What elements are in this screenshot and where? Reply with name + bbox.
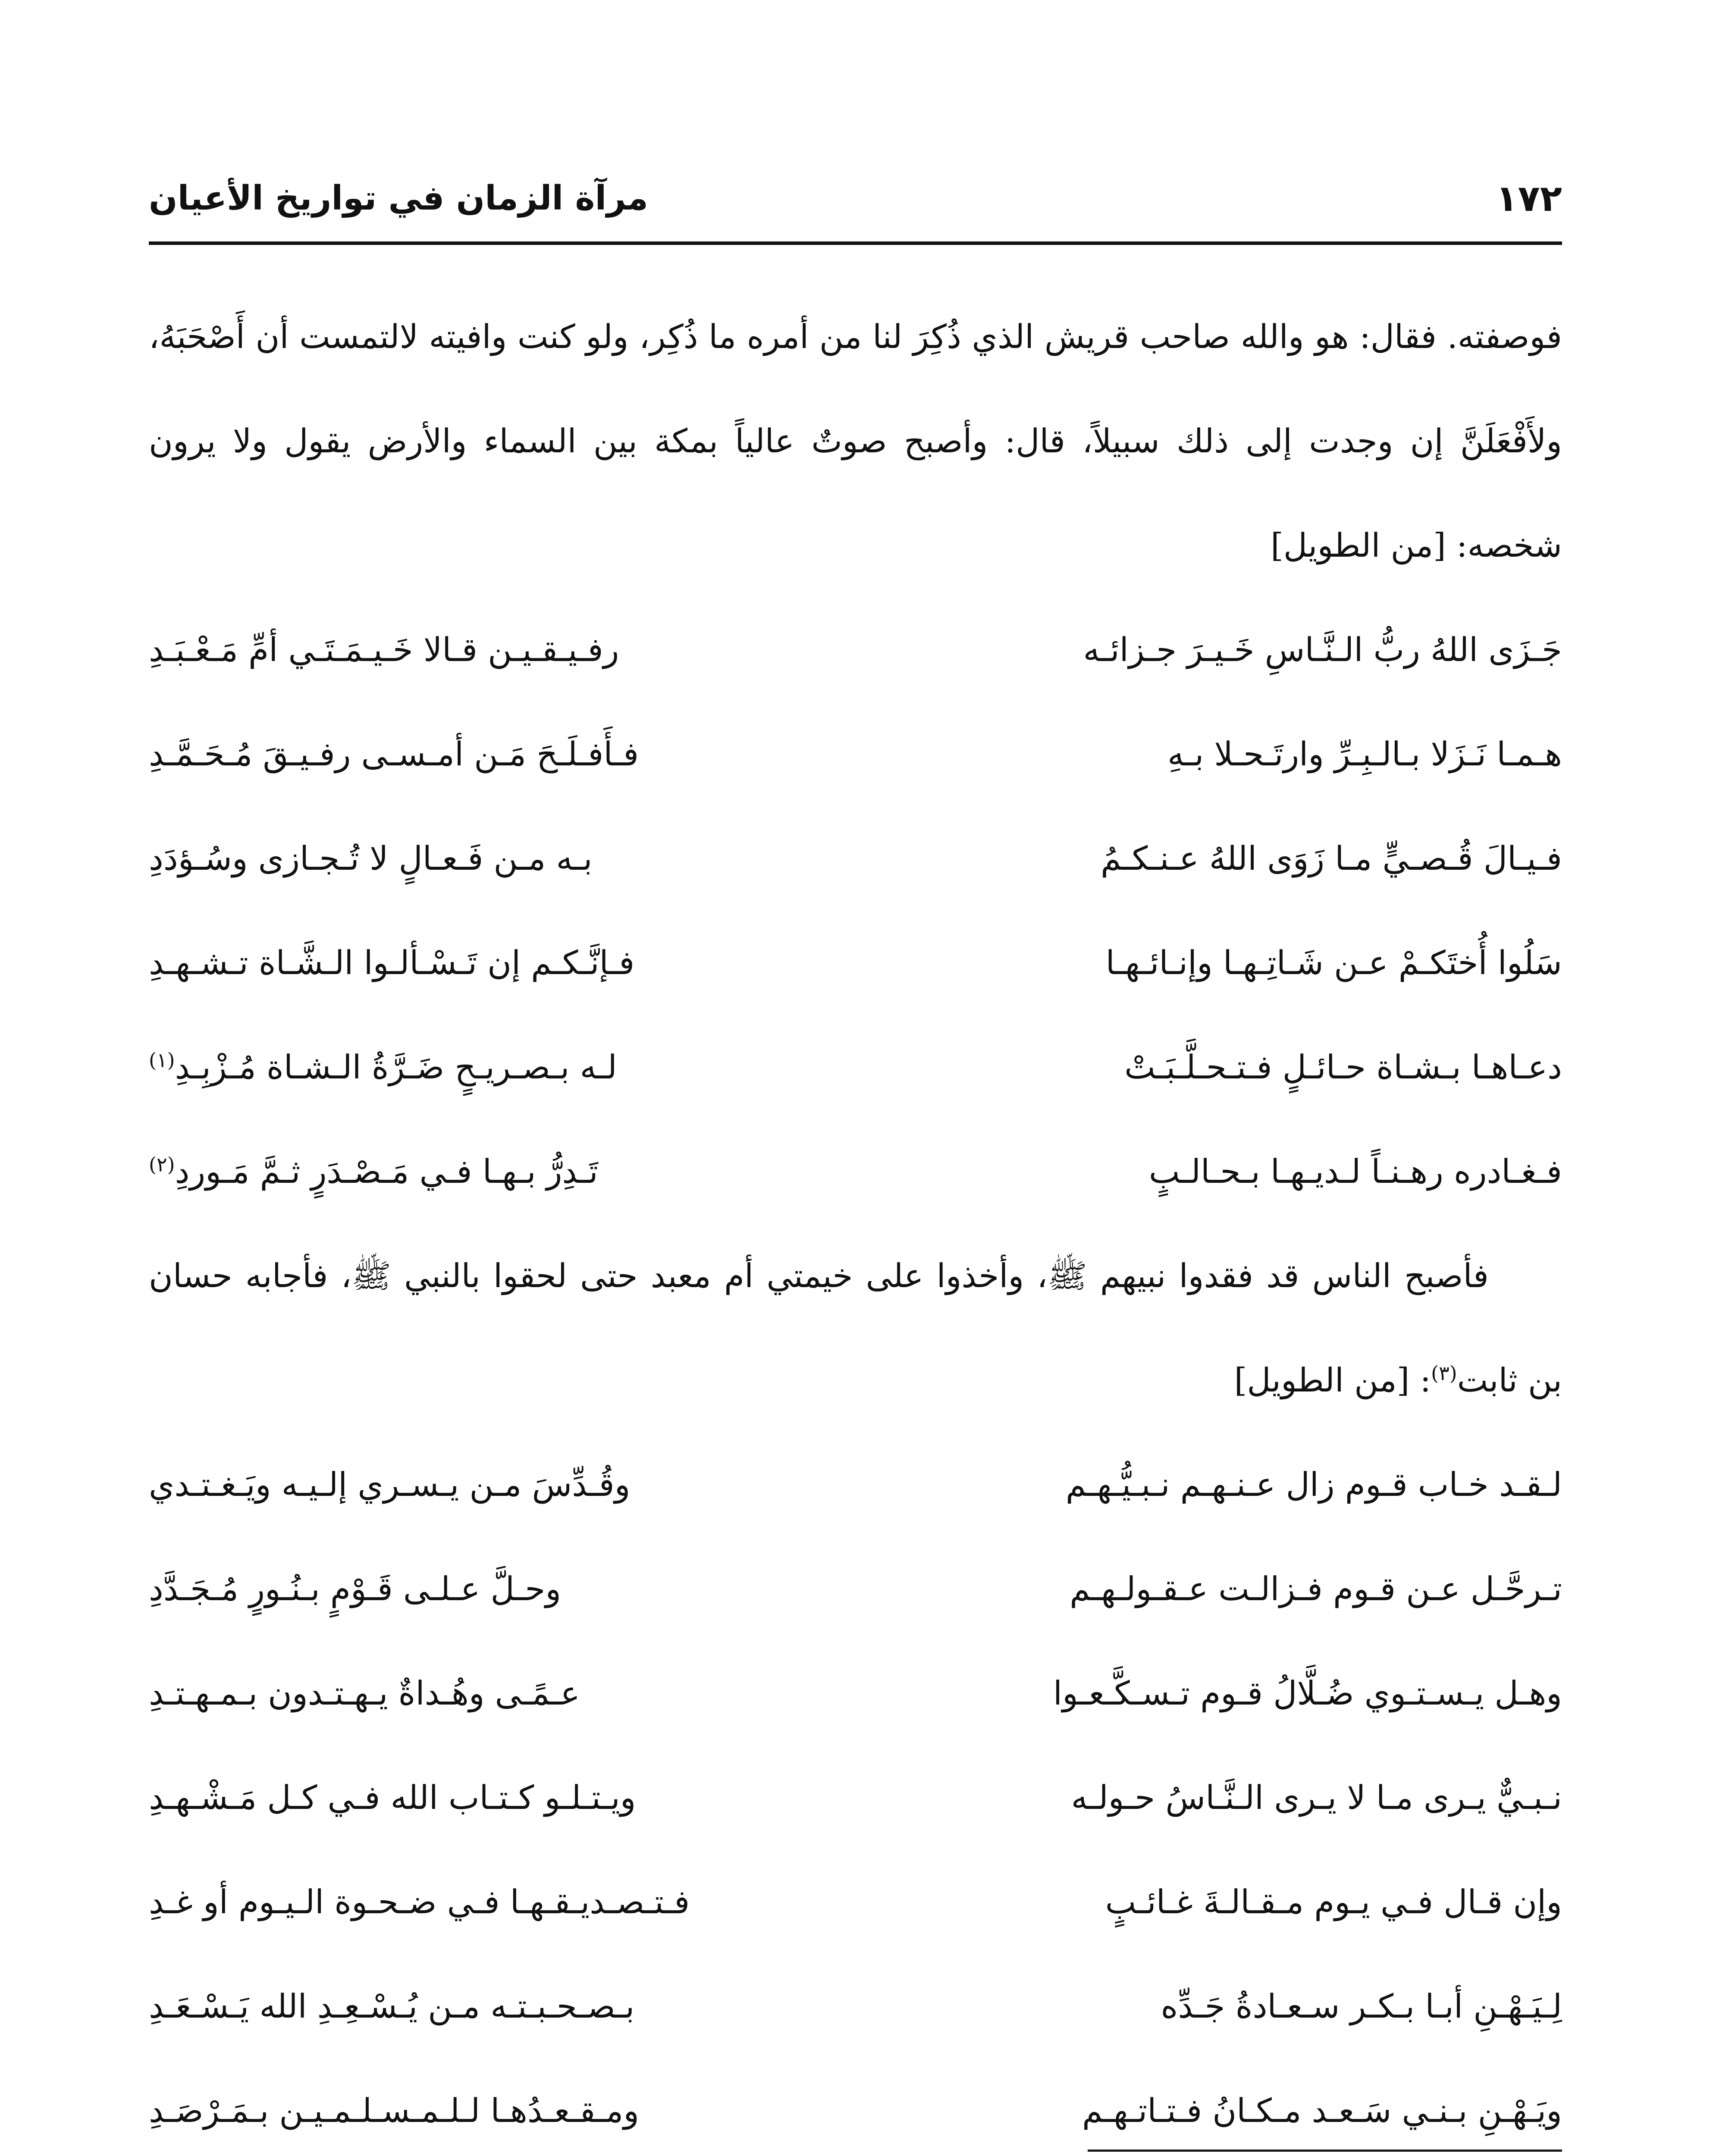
first-hemistich: لـقـد خـاب قـوم زال عـنـهـم نـبـيُّـهـم [1065, 1465, 1562, 1504]
running-title: مرآة الزمان في تواريخ الأعيان [149, 179, 649, 218]
second-hemistich: بـصـحـبـتـه مـن يُـسْـعِـدِ الله يَـسْـعَـدِ [149, 1987, 635, 2025]
footnote-ref: (٢) [149, 1153, 175, 1176]
first-hemistich: جَـزَى اللهُ ربُّ الـنَّـاسِ خَـيـرَ جـزائـه [1083, 630, 1562, 669]
main-text [149, 285, 1562, 2156]
second-hemistich: فـإنَّـكـم إن تَـسْـألـوا الـشَّـاة تـشـهـدِ [149, 943, 635, 982]
first-hemistich: لِـيَـهْـنِ أبـا بـكـر سـعـادةُ جَـدِّه [1161, 1987, 1562, 2025]
first-hemistich: وهـل يـسـتـوي ضُـلَّالُ قـوم تـسـكَّـعـوا [1053, 1674, 1562, 1712]
poem-um-mabad [149, 598, 1562, 1224]
second-hemistich: ويـتـلـو كـتـاب الله فـي كـل مَـشْـهـدِ [149, 1778, 636, 1817]
first-hemistich: وإن قـال فـي يـوم مـقـالـةَ غـائـبٍ [1105, 1883, 1562, 1921]
page-number: ١٧٢ [1496, 177, 1562, 219]
intro-paragraph [149, 285, 1562, 598]
second-hemistich: فـتـصـديـقـهـا فـي ضـحـوة الـيـوم أو غـدِ [149, 1883, 690, 1921]
second-hemistich [149, 1119, 813, 1224]
verse [149, 1119, 1562, 1224]
first-hemistich: نـبـيٌّ يـرى مـا لا يـرى الـنَّـاسُ حـولـه [1071, 1778, 1562, 1817]
second-hemistich: رفـيـقـيـن قـالا خَـيـمَـتَـي أمِّ مَـعْـبَـدِ [149, 630, 619, 669]
verse [149, 806, 1562, 911]
second-hemistich: عـمًـى وهُـداةٌ يـهـتـدون بـمـهـتـدِ [149, 1674, 580, 1712]
paragraph-text: فأصبح الناس قد فقدوا نبيهم ﷺ، وأخذوا على خيمتي أم معبد حتى لحقوا بالنبي ﷺ، فأجابه حسان بن ثابت [149, 1257, 1562, 1399]
second-hemistich: وقُـدِّسَ مـن يـسـري إلـيـه ويَـغـتـدي [149, 1465, 631, 1504]
first-hemistich: فـغـادره رهـنـاً لـديـهـا بـحـالـبٍ [1148, 1152, 1562, 1191]
second-hemistich: بـه مـن فَـعـالٍ لا تُـجـازى وسُـؤدَدِ [149, 839, 593, 877]
verse [149, 1850, 1562, 1954]
verse [149, 911, 1562, 1015]
second-hemistich: فـأَفـلَـحَ مَـن أمـسـى رفـيـقَ مُـحَـمَّـدِ [149, 735, 639, 773]
verse [149, 1954, 1562, 2059]
meter-label: [من الطويل] [1234, 1361, 1410, 1399]
paragraph-colon: : [1420, 1361, 1431, 1399]
verse [149, 1641, 1562, 1745]
verse [149, 1015, 1562, 1119]
first-hemistich: ويَـهْـنِ بـنـي سَـعـد مـكـانُ فـتـاتـهـم [1082, 2091, 1562, 2130]
verse [149, 702, 1562, 806]
intro-text: فوصفته. فقال: هو والله صاحب قريش الذي ذُكِرَ لنا من أمره ما ذُكِر، ولو كنت وافيته لالتمست أن أَصْحَبَهُ، ولأَفْعَلَنَّ إن وجدت إلى ذلك سبيلاً، قال: وأصبح صوتٌ عالياً بمكة بين السماء والأرض يقول ولا يرون شخصه: [149, 317, 1562, 564]
footnote-rule [1088, 2150, 1562, 2152]
first-hemistich: فـيـالَ قُـصـيٍّ مـا زَوَى اللهُ عـنـكـمُ [1101, 839, 1562, 877]
footnote-ref: (١) [149, 1048, 175, 1072]
second-hemistich [149, 1015, 813, 1119]
page-header [149, 172, 1562, 224]
first-hemistich: تـرحَّـل عـن قـوم فـزالـت عـقـولـهـم [1070, 1570, 1562, 1608]
verse [149, 2059, 1562, 2156]
first-hemistich: دعـاهـا بـشـاة حـائـلٍ فـتـحـلَّـبَـتْ [1124, 1048, 1562, 1086]
verse [149, 1432, 1562, 1537]
header-rule [149, 241, 1562, 245]
verse [149, 598, 1562, 702]
footnote-ref: (٣) [1431, 1361, 1457, 1385]
hemistich-text: تَـدِرُّ بـهـا فـي مَـصْـدَرٍ ثـمَّ مَـوردِ [175, 1152, 598, 1191]
meter-label: [من الطويل] [1271, 526, 1446, 564]
first-hemistich: سَلُوا أُختَكـمْ عـن شَـاتِـهـا وإنـائـهـا [1105, 943, 1562, 982]
second-hemistich: ومـقـعـدُهـا لـلـمـسـلـمـيـن بـمَـرْصَـدِ [149, 2091, 640, 2130]
poem-hassan [149, 1432, 1562, 2156]
verse [149, 1537, 1562, 1641]
hassan-paragraph [149, 1224, 1562, 1432]
verse [149, 1745, 1562, 1850]
first-hemistich: هـمـا نَـزَلا بـالـبِـرِّ وارتَـحـلا بـهِ [1167, 735, 1562, 773]
second-hemistich: وحـلَّ عـلـى قَـوْمٍ بـنُـورٍ مُـجَـدَّدِ [149, 1570, 562, 1608]
hemistich-text: لـه بـصـريـحٍ ضَـرَّةُ الـشـاة مُـزْبِـدِ [175, 1048, 617, 1086]
